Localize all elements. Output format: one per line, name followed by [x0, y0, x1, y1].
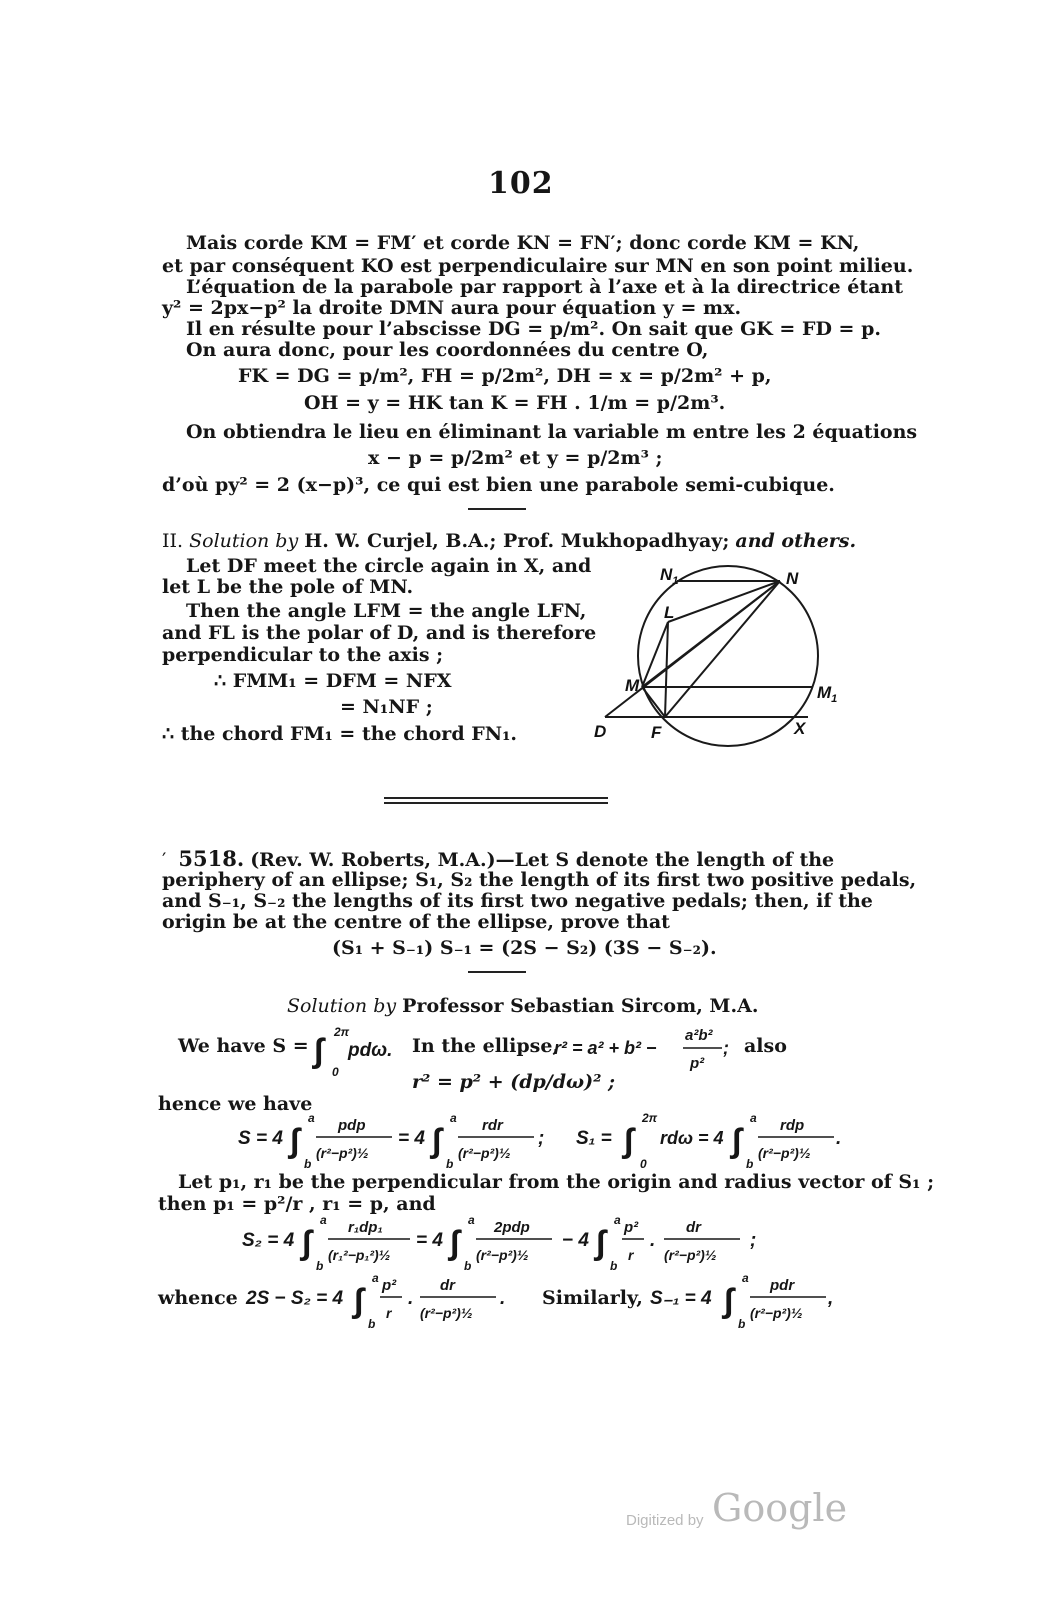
- svg-text:pdr: pdr: [770, 1277, 795, 1294]
- svg-text:rdω = 4: rdω = 4: [660, 1128, 724, 1148]
- we-have-text: We have S =: [178, 1035, 309, 1057]
- svg-text:.: .: [408, 1288, 414, 1309]
- svg-text:b: b: [446, 1157, 454, 1171]
- question-equation: (S₁ + S₋₁) S₋₁ = (2S − S₂) (3S − S₋₂).: [332, 937, 717, 959]
- svg-text:;: ;: [538, 1128, 545, 1149]
- svg-text:a: a: [468, 1213, 475, 1227]
- solution-2-line-1: Let DF meet the circle again in X, and: [186, 555, 592, 577]
- label-x: X: [794, 719, 806, 738]
- svg-text:r: r: [628, 1247, 634, 1263]
- svg-text:∫: ∫: [732, 1122, 742, 1160]
- svg-text:b: b: [746, 1157, 754, 1171]
- svg-text:a: a: [614, 1213, 621, 1227]
- question-line-4: origin be at the centre of the ellipse, prove that: [162, 911, 670, 933]
- svg-text:dr: dr: [440, 1277, 455, 1294]
- svg-text:;: ;: [723, 1038, 729, 1058]
- svg-text:∫: ∫: [314, 1032, 324, 1070]
- question-mark: ′: [162, 849, 167, 871]
- svg-text:.: .: [650, 1230, 656, 1251]
- solution-2-line-3: Then the angle LFM = the angle LFN,: [186, 600, 587, 622]
- question-line-2: periphery of an ellipse; S₁, S₂ the length of its first two positive pedals,: [162, 869, 917, 891]
- solution-label: Solution by: [287, 995, 397, 1017]
- svg-text:r² = a² + b² −: r² = a² + b² −: [554, 1038, 657, 1058]
- solution-2-label: Solution by: [189, 530, 299, 552]
- solution-2-line-7: = N₁NF ;: [340, 696, 433, 718]
- google-watermark-logo: Google: [712, 1486, 848, 1530]
- svg-text:b: b: [304, 1157, 312, 1171]
- french-line-6: On aura donc, pour les coordonnées du centre O,: [186, 339, 709, 361]
- formula-s-minus-1: [648, 1266, 848, 1336]
- svg-text:.: .: [836, 1128, 842, 1149]
- french-equation-1: FK = DG = p/m², FH = p/2m², DH = x = p/2m² + p,: [238, 365, 772, 387]
- svg-text:∫: ∫: [596, 1224, 606, 1262]
- svg-text:b: b: [316, 1259, 324, 1273]
- svg-text:2π: 2π: [334, 1025, 350, 1039]
- svg-text:p²: p²: [690, 1055, 705, 1072]
- geometry-figure: [580, 560, 870, 760]
- svg-text:b: b: [368, 1317, 376, 1331]
- solution-line-4: then p₁ = p²/r , r₁ = p, and: [158, 1193, 436, 1215]
- svg-text:rdp: rdp: [780, 1117, 805, 1134]
- svg-text:(r²−p²)½: (r²−p²)½: [420, 1305, 473, 1321]
- svg-text:.: .: [500, 1288, 506, 1309]
- svg-text:rdr: rdr: [482, 1117, 503, 1134]
- label-m1: $M_1$: [817, 683, 838, 705]
- svg-text:r₁dp₁: r₁dp₁: [348, 1219, 383, 1236]
- svg-text:0: 0: [640, 1157, 647, 1171]
- solution-heading: [287, 996, 758, 1017]
- solution-2-line-6: ∴ FMM₁ = DFM = NFX: [214, 670, 452, 692]
- solution-2-line-5: perpendicular to the axis ;: [162, 644, 444, 666]
- solution-author: Professor Sebastian Sircom, M.A.: [402, 995, 759, 1017]
- svg-text:S₂ = 4: S₂ = 4: [242, 1230, 295, 1251]
- svg-text:dr: dr: [686, 1219, 701, 1236]
- svg-text:(r²−p²)½: (r²−p²)½: [458, 1145, 511, 1161]
- question-number: 5518.: [178, 846, 245, 871]
- svg-text:S = 4: S = 4: [238, 1128, 283, 1149]
- svg-text:a: a: [742, 1271, 749, 1285]
- equation-r2-p2: r² = p² + (dp/dω)² ;: [412, 1071, 616, 1093]
- svg-text:;: ;: [750, 1230, 757, 1251]
- french-equation-3: x − p = p/2m² et y = p/2m³ ;: [368, 447, 663, 469]
- svg-text:a: a: [750, 1111, 757, 1125]
- short-rule-1: [468, 508, 526, 510]
- svg-text:p²: p²: [624, 1219, 639, 1236]
- svg-text:(r²−p²)½: (r²−p²)½: [476, 1247, 529, 1263]
- page-number: 102: [488, 166, 554, 201]
- solution-2-authors: H. W. Curjel, B.A.; Prof. Mukhopadhyay;: [304, 530, 730, 552]
- svg-text:= 4: = 4: [416, 1230, 443, 1251]
- question-text-1: (Rev. W. Roberts, M.A.)—Let S denote the length of the: [250, 849, 835, 871]
- figure-circle: [638, 566, 818, 746]
- question-line-1: [162, 848, 834, 871]
- label-d: D: [594, 722, 607, 741]
- svg-text:∫: ∫: [354, 1282, 364, 1320]
- svg-text:(r²−p²)½: (r²−p²)½: [750, 1305, 803, 1321]
- figure-line-m-f: [642, 687, 665, 717]
- svg-text:r: r: [386, 1305, 392, 1321]
- svg-text:a: a: [450, 1111, 457, 1125]
- solution-2-number: II.: [162, 530, 184, 552]
- svg-text:b: b: [738, 1317, 746, 1331]
- svg-text:(r₁²−p₁²)½: (r₁²−p₁²)½: [328, 1247, 391, 1263]
- svg-text:− 4: − 4: [562, 1230, 589, 1251]
- svg-text:a: a: [320, 1213, 327, 1227]
- svg-text:(r²−p²)½: (r²−p²)½: [664, 1247, 717, 1263]
- similarly-text: Similarly,: [542, 1287, 643, 1309]
- french-line-5: Il en résulte pour l’abscisse DG = p/m². On sait que GK = FD = p.: [186, 318, 881, 340]
- label-l: L: [664, 603, 675, 622]
- svg-text:= 4: = 4: [398, 1128, 425, 1149]
- svg-text:b: b: [464, 1259, 472, 1273]
- french-line-4: y² = 2px−p² la droite DMN aura pour équation y = mx.: [162, 297, 742, 319]
- svg-text:(r²−p²)½: (r²−p²)½: [316, 1145, 369, 1161]
- svg-text:a: a: [308, 1111, 315, 1125]
- solution-2-heading: [162, 531, 856, 552]
- in-the-ellipse-text: In the ellipse,: [412, 1035, 560, 1057]
- french-line-8: d’où py² = 2 (x−p)³, ce qui est bien une parabole semi-cubique.: [162, 474, 835, 496]
- formula-2s-minus-s2: [244, 1266, 524, 1336]
- svg-text:0: 0: [332, 1065, 339, 1079]
- solution-line-3: Let p₁, r₁ be the perpendicular from the origin and radius vector of S₁ ;: [178, 1171, 935, 1193]
- svg-text:∫: ∫: [724, 1282, 734, 1320]
- svg-text:2pdp: 2pdp: [494, 1219, 530, 1236]
- solution-2-line-2: let L be the pole of MN.: [162, 576, 414, 598]
- label-n: N: [786, 569, 799, 588]
- label-f: F: [651, 723, 662, 742]
- digitized-by-text: Digitized by: [626, 1512, 704, 1529]
- svg-text:∫: ∫: [302, 1224, 312, 1262]
- solution-2-others: and others.: [735, 530, 857, 552]
- svg-text:S₋₁ = 4: S₋₁ = 4: [650, 1288, 712, 1309]
- solution-2-line-8: ∴ the chord FM₁ = the chord FN₁.: [162, 723, 518, 745]
- svg-text:2π: 2π: [642, 1111, 658, 1125]
- french-line-7: On obtiendra le lieu en éliminant la variable m entre les 2 équations: [186, 421, 918, 443]
- svg-text:a²b²: a²b²: [685, 1027, 713, 1044]
- section-rule-top: [384, 797, 608, 799]
- formula-s-integral: [312, 1020, 402, 1080]
- french-line-3: L’équation de la parabole par rapport à l’axe et à la directrice étant: [186, 276, 903, 298]
- svg-text:p²: p²: [382, 1277, 397, 1294]
- svg-text:∫: ∫: [432, 1122, 442, 1160]
- question-line-3: and S₋₁, S₋₂ the lengths of its first two negative pedals; then, if the: [162, 890, 873, 912]
- svg-text:S₁ =: S₁ =: [576, 1128, 612, 1149]
- svg-text:pdp: pdp: [338, 1117, 366, 1134]
- svg-text:∫: ∫: [450, 1224, 460, 1262]
- svg-text:2S − S₂ = 4: 2S − S₂ = 4: [246, 1288, 344, 1309]
- svg-text:∫: ∫: [290, 1122, 300, 1160]
- solution-2-line-4: and FL is the polar of D, and is therefore: [162, 622, 597, 644]
- label-m: M: [625, 676, 640, 695]
- svg-text:b: b: [610, 1259, 618, 1273]
- formula-s-and-s1: [236, 1106, 846, 1176]
- svg-text:∫: ∫: [624, 1122, 634, 1160]
- svg-text:pdω.: pdω.: [348, 1040, 393, 1061]
- section-rule-bottom: [384, 802, 608, 804]
- also-text: also: [744, 1035, 787, 1057]
- whence-text: whence: [158, 1287, 238, 1309]
- hence-text: hence we have: [158, 1093, 313, 1115]
- french-line-1: Mais corde KM = FM′ et corde KN = FN′; donc corde KM = KN,: [186, 232, 860, 254]
- short-rule-2: [468, 971, 526, 973]
- label-n1: $N_1$: [660, 565, 679, 587]
- french-equation-2: OH = y = HK tan K = FH . 1/m = p/2m³.: [304, 392, 726, 414]
- french-line-2: et par conséquent KO est perpendiculaire sur MN en son point milieu.: [162, 255, 914, 277]
- svg-text:(r²−p²)½: (r²−p²)½: [758, 1145, 811, 1161]
- svg-text:a: a: [372, 1271, 379, 1285]
- svg-text:,: ,: [828, 1288, 834, 1309]
